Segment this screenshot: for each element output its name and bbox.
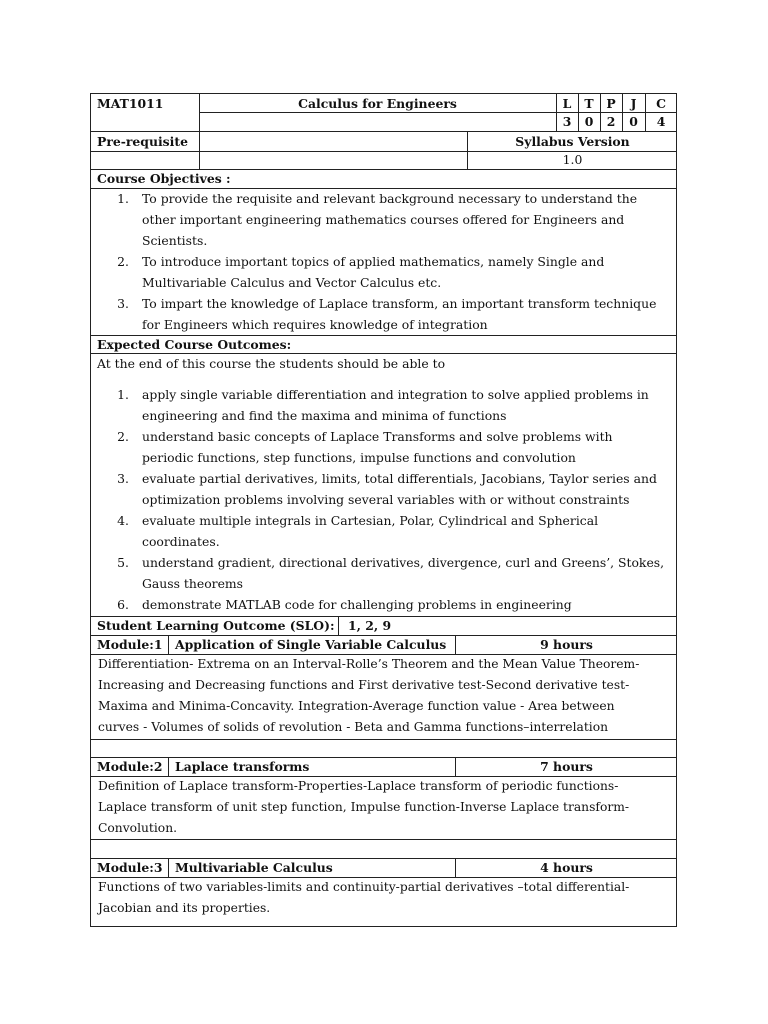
syllabus-version-value: 1.0 [562,152,583,167]
module-1-description-line: Maxima and Minima-Concavity. Integration-Average function value - Area between [98,699,615,713]
outcome-item-number: 4. [117,513,129,528]
module-1-label: Module:1 [97,637,163,652]
objective-item-text-line: other important engineering mathematics courses offered for Engineers and [142,212,625,227]
syllabus-version-label: Syllabus Version [515,134,630,149]
outcome-item-text-line: coordinates. [142,534,220,549]
outcome-item-text-line: understand gradient, directional derivatives, divergence, curl and Greens’, Stokes, [142,555,665,570]
module-2-description-line: Definition of Laplace transform-Properties-Laplace transform of periodic functions- [98,779,619,793]
objective-item-number: 1. [117,191,129,206]
course-title: Calculus for Engineers [298,96,457,111]
objective-item-text-line: To introduce important topics of applied mathematics, namely Single and [142,254,605,269]
outcome-item-text-line: understand basic concepts of Laplace Transforms and solve problems with [142,429,613,444]
ltpjc-value-c: 4 [656,114,666,129]
module-3-description-line: Jacobian and its properties. [98,901,271,915]
module-3-hours: 4 hours [540,860,593,875]
module-2-title: Laplace transforms [175,759,310,774]
outcome-item-text-line: evaluate multiple integrals in Cartesian, Polar, Cylindrical and Spherical [142,513,599,528]
module-2-description-line: Convolution. [98,821,178,835]
module-2-hours: 7 hours [540,759,593,774]
outcome-item-text-line: engineering and find the maxima and minima of functions [142,408,507,423]
outcomes-intro: At the end of this course the students should be able to [97,356,446,371]
module-1-description-line: Differentiation- Extrema on an Interval-Rolle’s Theorem and the Mean Value Theorem- [98,657,640,671]
module-3-title: Multivariable Calculus [175,860,333,875]
ltpjc-value-j: 0 [629,114,638,129]
outcome-item-text-line: Gauss theorems [142,576,244,591]
objectives-heading: Course Objectives : [97,171,231,186]
ltpjc-label-l: L [562,96,572,111]
outcome-item-number: 5. [117,555,129,570]
ltpjc-label-j: J [630,96,637,111]
module-2-description-line: Laplace transform of unit step function, Impulse function-Inverse Laplace transform- [98,800,630,814]
objective-item-text-line: To provide the requisite and relevant background necessary to understand the [142,191,638,206]
module-1-description-line: curves - Volumes of solids of revolution - Beta and Gamma functions–interrelation [98,720,609,734]
outcome-item-text-line: demonstrate MATLAB code for challenging problems in engineering [142,597,572,612]
ltpjc-label-p: P [606,96,616,111]
outcome-item-text-line: evaluate partial derivatives, limits, total differentials, Jacobians, Taylor series and [142,471,657,486]
slo-label: Student Learning Outcome (SLO): [97,618,335,633]
ltpjc-value-p: 2 [606,114,616,129]
objective-item-text-line: To impart the knowledge of Laplace transform, an important transform technique [142,296,657,311]
objective-item-text-line: Scientists. [142,233,208,248]
outcome-item-number: 2. [117,429,129,444]
outcome-item-text-line: periodic functions, step functions, impulse functions and convolution [142,450,576,465]
module-1-hours: 9 hours [540,637,593,652]
syllabus-table [90,93,677,927]
outcome-item-text-line: optimization problems involving several variables with or without constraints [142,492,630,507]
outcomes-heading: Expected Course Outcomes: [97,337,292,352]
module-1-title: Application of Single Variable Calculus [175,637,447,652]
objective-item-number: 3. [117,296,129,311]
module-2-label: Module:2 [97,759,163,774]
slo-value: 1, 2, 9 [348,618,392,633]
outcome-item-number: 3. [117,471,129,486]
objective-item-number: 2. [117,254,129,269]
outcome-item-number: 1. [117,387,129,402]
ltpjc-value-l: 3 [562,114,572,129]
course-code: MAT1011 [97,96,164,111]
ltpjc-label-c: C [656,96,666,111]
prerequisite-label: Pre-requisite [97,134,188,149]
outcome-item-text-line: apply single variable differentiation and integration to solve applied problems in [142,387,649,402]
objective-item-text-line: Multivariable Calculus and Vector Calculus etc. [142,275,442,290]
outcome-item-number: 6. [117,597,129,612]
module-1-description-line: Increasing and Decreasing functions and First derivative test-Second derivative test- [98,678,630,692]
objective-item-text-line: for Engineers which requires knowledge of integration [142,317,488,332]
module-3-label: Module:3 [97,860,163,875]
ltpjc-value-t: 0 [584,114,594,129]
module-3-description-line: Functions of two variables-limits and continuity-partial derivatives –total differential- [98,880,630,894]
ltpjc-label-t: T [584,96,594,111]
